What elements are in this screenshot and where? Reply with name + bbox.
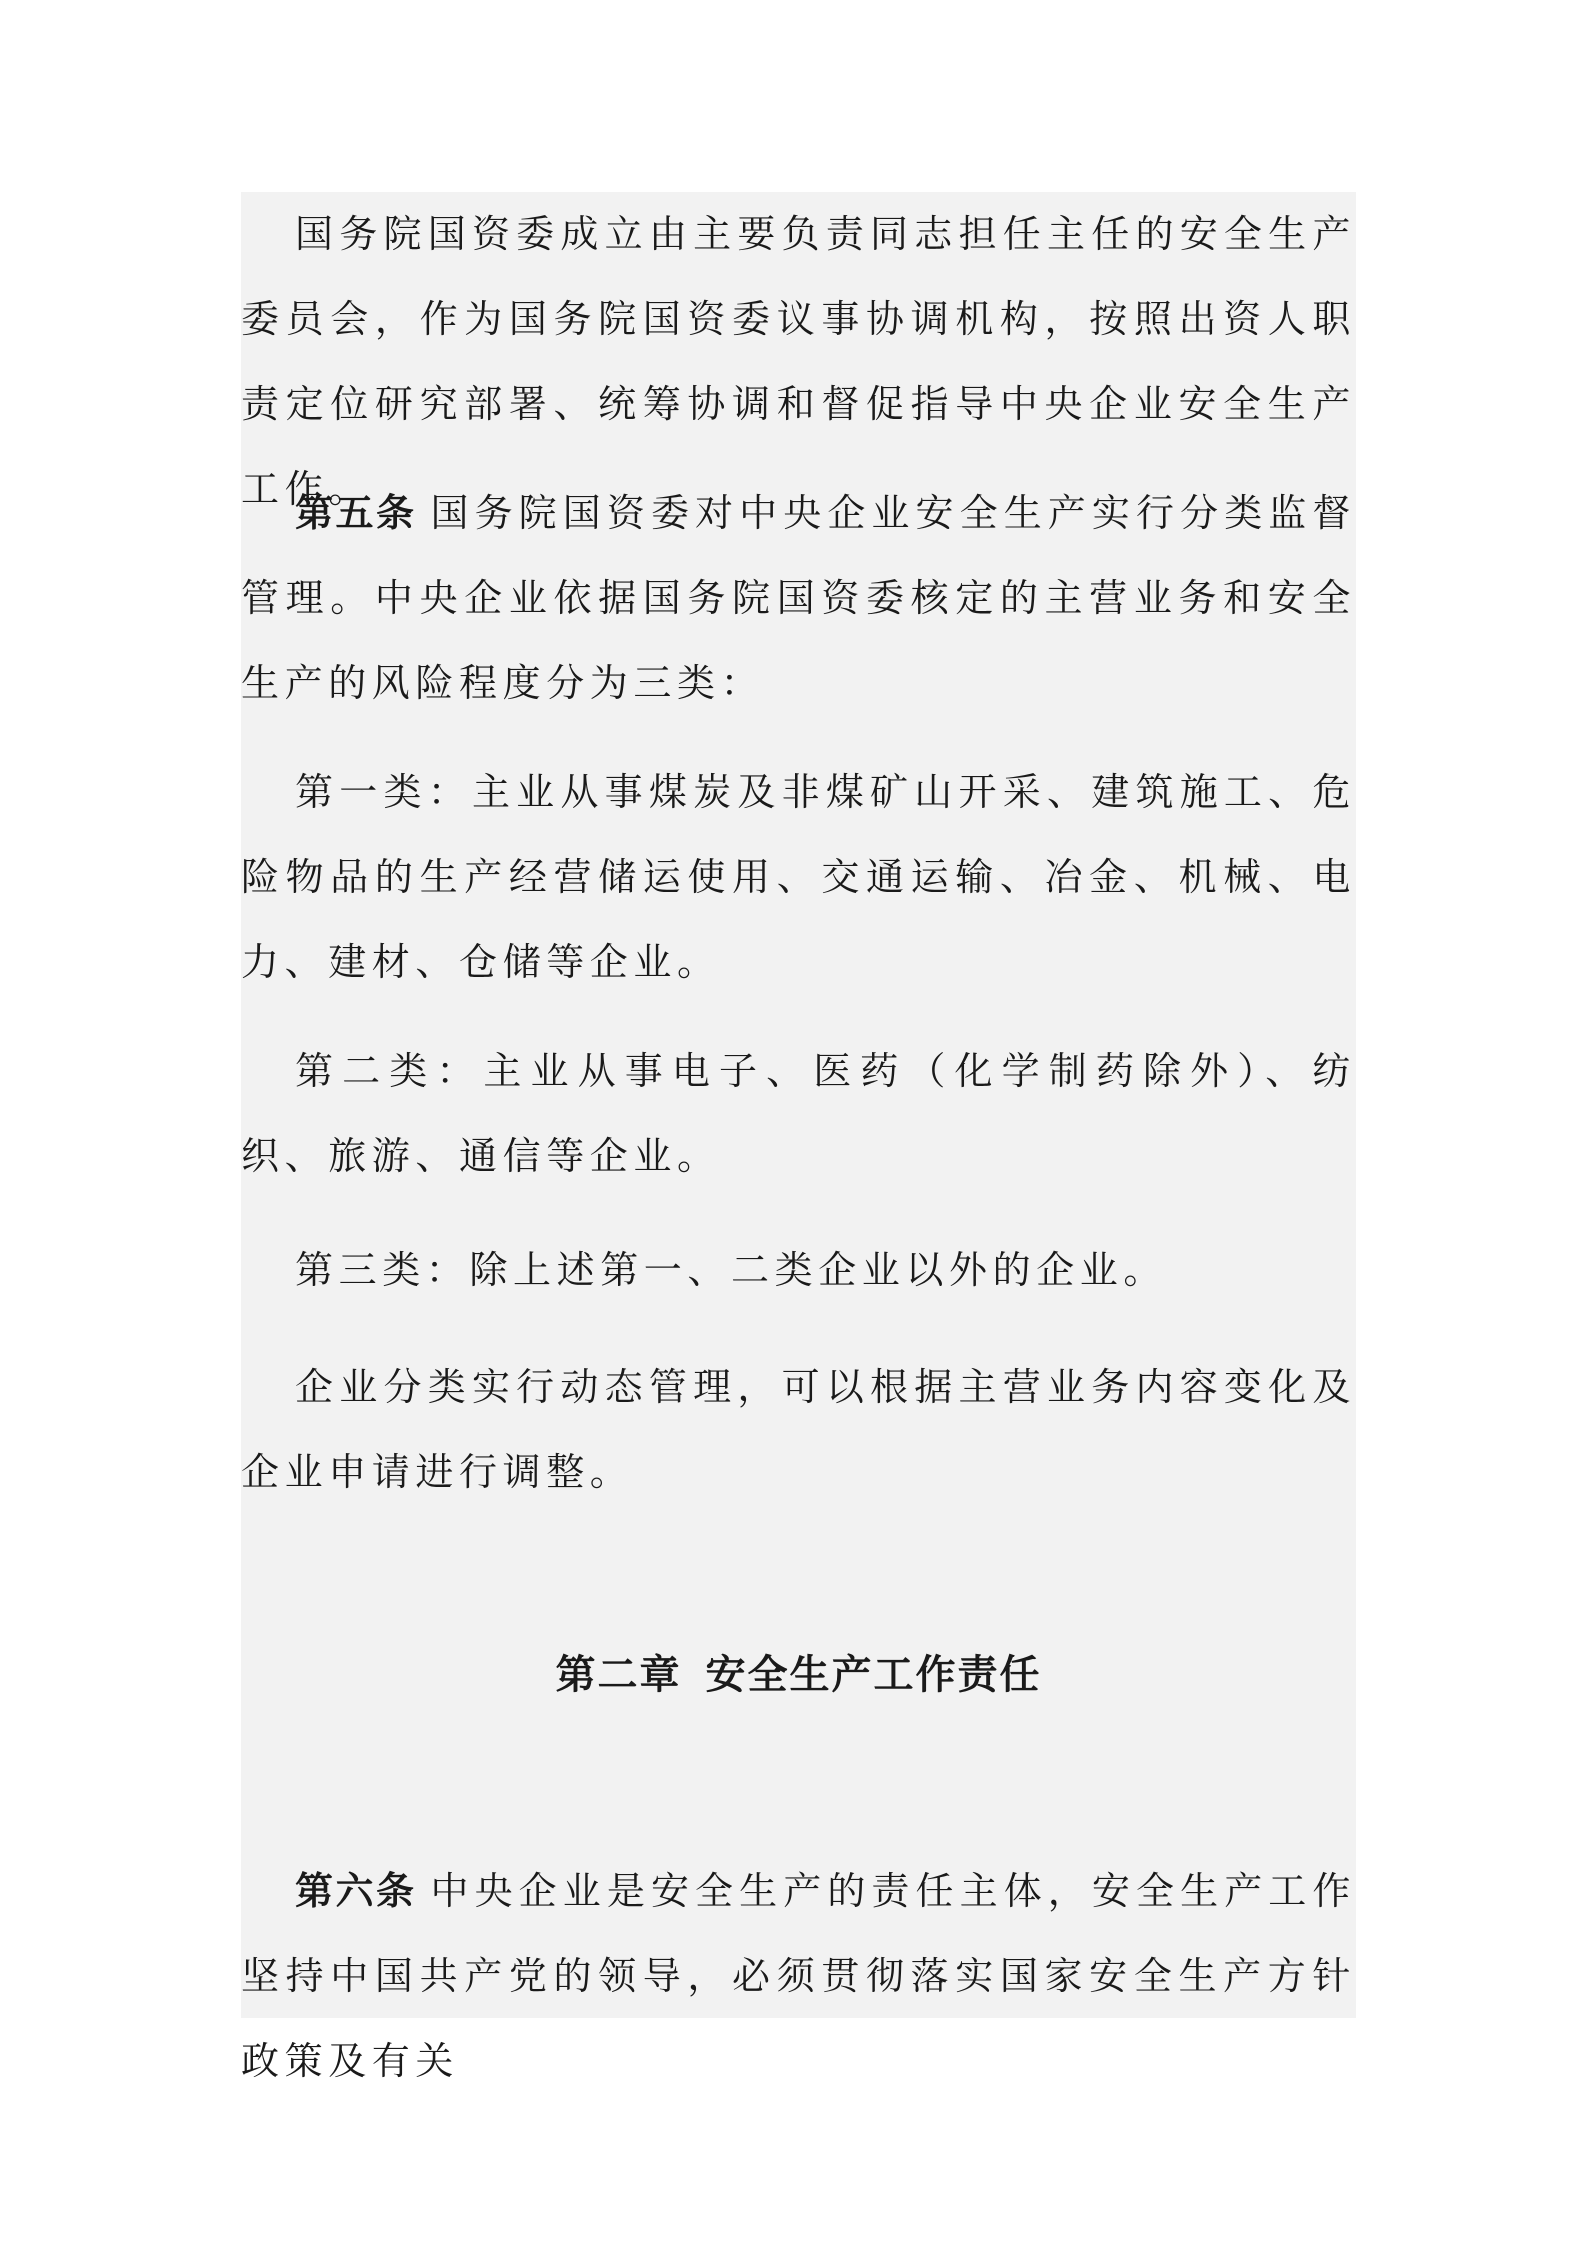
category-3-paragraph: 第三类：除上述第一、二类企业以外的企业。	[295, 1248, 1168, 1292]
chapter-number: 第二章	[555, 1652, 682, 1698]
paragraph-safety-committee: 国务院国资委成立由主要负责同志担任主任的安全生产委员会，作为国务院国资委议事协调机构，按照出资人职责定位研究部署、统筹协调和督促指导中央企业安全生产工作。	[241, 212, 1356, 511]
article-5-label: 第五条	[295, 491, 417, 535]
category-1-paragraph: 第一类：主业从事煤炭及非煤矿山开采、建筑施工、危险物品的生产经营储运使用、交通运输、冶金、机械、电力、建材、仓储等企业。	[241, 770, 1356, 984]
article-6-text: 中央企业是安全生产的责任主体，安全生产工作坚持中国共产党的领导，必须贯彻落实国家安全生产方针政策及有关	[241, 1869, 1356, 2083]
article-6	[241, 1849, 1356, 2104]
chapter-title: 安全生产工作责任	[705, 1652, 1042, 1698]
chapter-heading	[241, 1645, 1356, 1705]
article-6-label: 第六条	[295, 1869, 417, 1913]
dynamic-management-paragraph: 企业分类实行动态管理，可以根据主营业务内容变化及企业申请进行调整。	[241, 1365, 1356, 1494]
category-2-paragraph: 第二类：主业从事电子、医药（化学制药除外）、纺织、旅游、通信等企业。	[241, 1049, 1356, 1178]
article-5-text: 国务院国资委对中央企业安全生产实行分类监督管理。中央企业依据国务院国资委核定的主营业务和安全生产的风险程度分为三类：	[241, 491, 1356, 705]
article-5	[241, 471, 1356, 726]
